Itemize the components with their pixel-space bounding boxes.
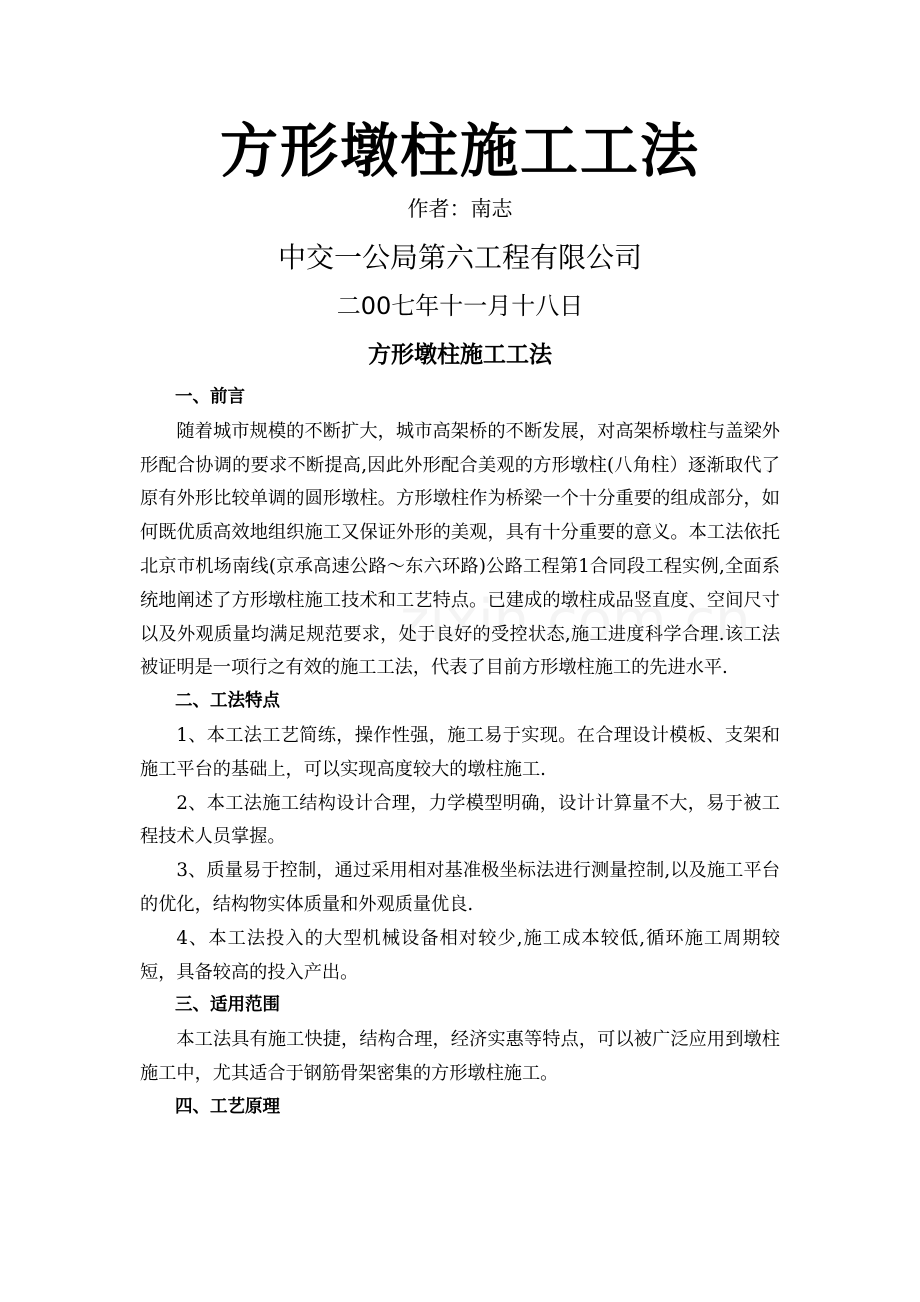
paragraph: 3、质量易于控制，通过采用相对基准极坐标法进行测量控制,以及施工平台的优化，结构物实体质量和外观质量优良.	[140, 860, 780, 915]
section-heading: 三、适用范围	[175, 995, 280, 1016]
document-title: 方形墩柱施工工法	[219, 117, 700, 185]
section-heading: 一、前言	[175, 387, 245, 407]
paragraph: 2、本工法施工结构设计合理，力学模型明确，设计计算量不大，易于被工程技术人员掌握。	[140, 792, 780, 848]
watermark	[400, 588, 751, 653]
document-subtitle: 方形墩柱施工工法	[368, 342, 552, 368]
document-date: 二00七年十一月十八日	[336, 292, 584, 320]
paragraph: 随着城市规模的不断扩大，城市高架桥的不断发展，对高架桥墩柱与盖梁外形配合协调的要求不断提高,因此外形配合美观的方形墩柱(八角柱）逐渐取代了原有外形比较单调的圆形墩柱。方形墩柱作为桥梁一个十分重要的组成部分，如何既优质高效地组织施工又保证外形的美观，具有十分重要的意义。本工法依托北京市机场南线(京承高速公路～东六环路)公路工程第1合同段工程实例,全面系统地阐述了方形墩柱施工技术和工艺特点。已建成的墩柱成品竖直度、空间尺寸以及外观质量均满足规范要求，处于良好的受控状态,施工进度科学合理.该工法被证明是一项行之有效的施工工法，代表了目前方形墩柱施工的先进水平.	[140, 420, 780, 679]
paragraph: 1、本工法工艺简练，操作性强，施工易于实现。在合理设计模板、支架和施工平台的基础上，可以实现高度较大的墩柱施工.	[140, 724, 780, 780]
section-heading: 二、工法特点	[175, 691, 280, 712]
document-body	[140, 381, 780, 1125]
paragraph: 本工法具有施工快捷，结构合理，经济实惠等特点，可以被广泛应用到墩柱施工中，尤其适合于钢筋骨架密集的方形墩柱施工。	[140, 1029, 780, 1084]
author-line: 作者：南志	[407, 197, 513, 221]
section-heading: 四、工艺原理	[175, 1096, 280, 1117]
paragraph: 4、本工法投入的大型机械设备相对较少,施工成本较低,循环施工周期较短，具备较高的投入产出。	[140, 927, 780, 983]
company-name: 中交一公局第六工程有限公司	[277, 241, 642, 274]
